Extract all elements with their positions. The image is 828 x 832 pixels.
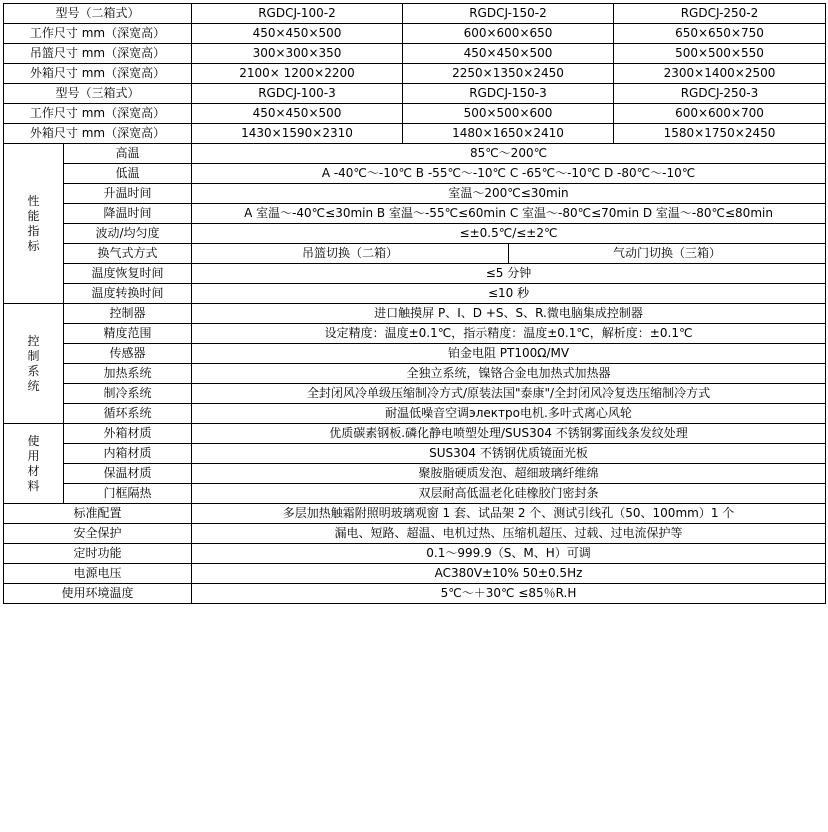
table-row xyxy=(4,464,826,484)
performance-row-6-label: 温度恢复时间 xyxy=(64,264,192,284)
control-row-0-label: 控制器 xyxy=(64,304,192,324)
performance-row-1-value: A -40℃～-10℃ B -55℃～-10℃ C -65℃～-10℃ D -80℃～-10℃ xyxy=(192,164,826,184)
two-box-table xyxy=(3,3,826,144)
table-row xyxy=(4,344,826,364)
two-box-model-2: RGDCJ-150-2 xyxy=(403,4,614,24)
control-row-2-label: 传感器 xyxy=(64,344,192,364)
footer-row-4-label: 使用环境温度 xyxy=(4,584,192,604)
footer-row-3-value: AC380V±10% 50±0.5Hz xyxy=(192,564,826,584)
three-box-row-0-label: 工作尺寸 mm（深宽高） xyxy=(4,104,192,124)
materials-row-1-label: 内箱材质 xyxy=(64,444,192,464)
materials-row-0-value: 优质碳素钢板.磷化静电喷塑处理/SUS304 不锈钢雾面线条发纹处理 xyxy=(192,424,826,444)
two-box-row-0-label: 工作尺寸 mm（深宽高） xyxy=(4,24,192,44)
table-row xyxy=(4,84,826,104)
three-box-row-1-value-2: 1480×1650×2410 xyxy=(403,124,614,144)
table-row xyxy=(4,424,826,444)
performance-row-5-label: 换气式方式 xyxy=(64,244,192,264)
performance-row-6-value: ≤5 分钟 xyxy=(192,264,826,284)
performance-row-7-label: 温度转换时间 xyxy=(64,284,192,304)
three-box-model-1: RGDCJ-100-3 xyxy=(192,84,403,104)
control-row-0-value: 进口触摸屏 P、I、D +S、S、R.微电脑集成控制器 xyxy=(192,304,826,324)
three-box-model-2: RGDCJ-150-3 xyxy=(403,84,614,104)
table-row xyxy=(4,384,826,404)
table-row xyxy=(4,524,826,544)
materials-row-3-value: 双层耐高低温老化硅橡胶门密封条 xyxy=(192,484,826,504)
materials-group-char-0: 使 xyxy=(27,433,40,448)
table-row xyxy=(4,144,826,164)
table-row xyxy=(4,104,826,124)
control-row-5-label: 循环系统 xyxy=(64,404,192,424)
materials-group-char-3: 料 xyxy=(27,478,40,493)
materials-group-label xyxy=(4,424,64,504)
spec-sheet xyxy=(3,3,825,604)
two-box-model-label: 型号（二箱式） xyxy=(4,4,192,24)
control-group-char-2: 系 xyxy=(27,363,40,378)
performance-row-5-value-right: 气动门切换（三箱） xyxy=(509,244,826,264)
three-box-row-1-value-3: 1580×1750×2450 xyxy=(614,124,826,144)
three-box-row-1-value-1: 1430×1590×2310 xyxy=(192,124,403,144)
control-group-char-3: 统 xyxy=(27,378,40,393)
table-row xyxy=(4,504,826,524)
control-system-group-label xyxy=(4,304,64,424)
footer-row-0-value: 多层加热触霜附照明玻璃观窗 1 套、试品架 2 个、测试引线孔（50、100mm）1 个 xyxy=(192,504,826,524)
table-row xyxy=(4,264,826,284)
performance-row-4-label: 波动/均匀度 xyxy=(64,224,192,244)
control-group-char-1: 制 xyxy=(27,348,40,363)
two-box-row-1-value-2: 450×450×500 xyxy=(403,44,614,64)
table-row xyxy=(4,124,826,144)
table-row xyxy=(4,204,826,224)
three-box-row-0-value-1: 450×450×500 xyxy=(192,104,403,124)
footer-row-3-label: 电源电压 xyxy=(4,564,192,584)
materials-group-char-1: 用 xyxy=(27,448,40,463)
table-row xyxy=(4,44,826,64)
performance-row-4-value: ≤±0.5℃/≤±2℃ xyxy=(192,224,826,244)
control-row-1-label: 精度范围 xyxy=(64,324,192,344)
two-box-row-2-label: 外箱尺寸 mm（深宽高） xyxy=(4,64,192,84)
materials-row-2-value: 聚胺脂硬质发泡、超细玻璃纤维绵 xyxy=(192,464,826,484)
table-row xyxy=(4,304,826,324)
table-row xyxy=(4,364,826,384)
materials-group-char-2: 材 xyxy=(27,463,40,478)
performance-group-char-2: 指 xyxy=(27,223,40,238)
performance-row-3-value: A 室温～-40℃≤30min B 室温～-55℃≤60min C 室温～-80℃≤70min D 室温～-80℃≤80min xyxy=(192,204,826,224)
control-row-3-value: 全独立系统，镍铬合金电加热式加热器 xyxy=(192,364,826,384)
two-box-model-3: RGDCJ-250-2 xyxy=(614,4,826,24)
performance-row-3-label: 降温时间 xyxy=(64,204,192,224)
two-box-row-0-value-3: 650×650×750 xyxy=(614,24,826,44)
control-row-5-value: 耐温低噪音空调электро电机.多叶式离心风轮 xyxy=(192,404,826,424)
three-box-row-0-value-3: 600×600×700 xyxy=(614,104,826,124)
table-row xyxy=(4,4,826,24)
three-box-model-label: 型号（三箱式） xyxy=(4,84,192,104)
two-box-row-1-label: 吊篮尺寸 mm（深宽高） xyxy=(4,44,192,64)
three-box-row-0-value-2: 500×500×600 xyxy=(403,104,614,124)
three-box-row-1-label: 外箱尺寸 mm（深宽高） xyxy=(4,124,192,144)
table-row xyxy=(4,584,826,604)
performance-row-7-value: ≤10 秒 xyxy=(192,284,826,304)
detail-table xyxy=(3,143,826,604)
materials-row-2-label: 保温材质 xyxy=(64,464,192,484)
table-row xyxy=(4,564,826,584)
performance-row-0-label: 高温 xyxy=(64,144,192,164)
footer-row-2-value: 0.1～999.9（S、M、H）可调 xyxy=(192,544,826,564)
table-row xyxy=(4,544,826,564)
footer-row-1-label: 安全保护 xyxy=(4,524,192,544)
table-row xyxy=(4,324,826,344)
footer-row-4-value: 5℃～＋30℃ ≤85％R.H xyxy=(192,584,826,604)
table-row xyxy=(4,244,826,264)
table-row xyxy=(4,164,826,184)
table-row xyxy=(4,284,826,304)
footer-row-1-value: 漏电、短路、超温、电机过热、压缩机超压、过载、过电流保护等 xyxy=(192,524,826,544)
performance-row-2-value: 室温～200℃≤30min xyxy=(192,184,826,204)
footer-row-2-label: 定时功能 xyxy=(4,544,192,564)
control-row-4-value: 全封闭风冷单级压缩制冷方式/原装法国"泰康"/全封闭风冷复迭压缩制冷方式 xyxy=(192,384,826,404)
table-row xyxy=(4,24,826,44)
two-box-row-1-value-3: 500×500×550 xyxy=(614,44,826,64)
table-row xyxy=(4,224,826,244)
materials-row-3-label: 门框隔热 xyxy=(64,484,192,504)
performance-group-char-1: 能 xyxy=(27,208,40,223)
two-box-row-0-value-2: 600×600×650 xyxy=(403,24,614,44)
two-box-row-0-value-1: 450×450×500 xyxy=(192,24,403,44)
control-row-4-label: 制冷系统 xyxy=(64,384,192,404)
two-box-row-1-value-1: 300×300×350 xyxy=(192,44,403,64)
performance-group-char-0: 性 xyxy=(27,193,40,208)
performance-row-0-value: 85℃～200℃ xyxy=(192,144,826,164)
performance-row-1-label: 低温 xyxy=(64,164,192,184)
materials-row-1-value: SUS304 不锈钢优质镜面光板 xyxy=(192,444,826,464)
performance-group-label xyxy=(4,144,64,304)
performance-row-5-value-left: 吊篮切换（二箱） xyxy=(192,244,509,264)
control-row-2-value: 铂金电阻 PT100Ω/MV xyxy=(192,344,826,364)
table-row xyxy=(4,64,826,84)
materials-row-0-label: 外箱材质 xyxy=(64,424,192,444)
performance-row-2-label: 升温时间 xyxy=(64,184,192,204)
table-row xyxy=(4,484,826,504)
control-group-char-0: 控 xyxy=(27,333,40,348)
two-box-row-2-value-1: 2100× 1200×2200 xyxy=(192,64,403,84)
table-row xyxy=(4,404,826,424)
performance-group-char-3: 标 xyxy=(27,238,40,253)
control-row-3-label: 加热系统 xyxy=(64,364,192,384)
three-box-model-3: RGDCJ-250-3 xyxy=(614,84,826,104)
control-row-1-value: 设定精度：温度±0.1℃，指示精度：温度±0.1℃，解析度：±0.1℃ xyxy=(192,324,826,344)
table-row xyxy=(4,444,826,464)
two-box-model-1: RGDCJ-100-2 xyxy=(192,4,403,24)
two-box-row-2-value-2: 2250×1350×2450 xyxy=(403,64,614,84)
table-row xyxy=(4,184,826,204)
footer-row-0-label: 标准配置 xyxy=(4,504,192,524)
two-box-row-2-value-3: 2300×1400×2500 xyxy=(614,64,826,84)
